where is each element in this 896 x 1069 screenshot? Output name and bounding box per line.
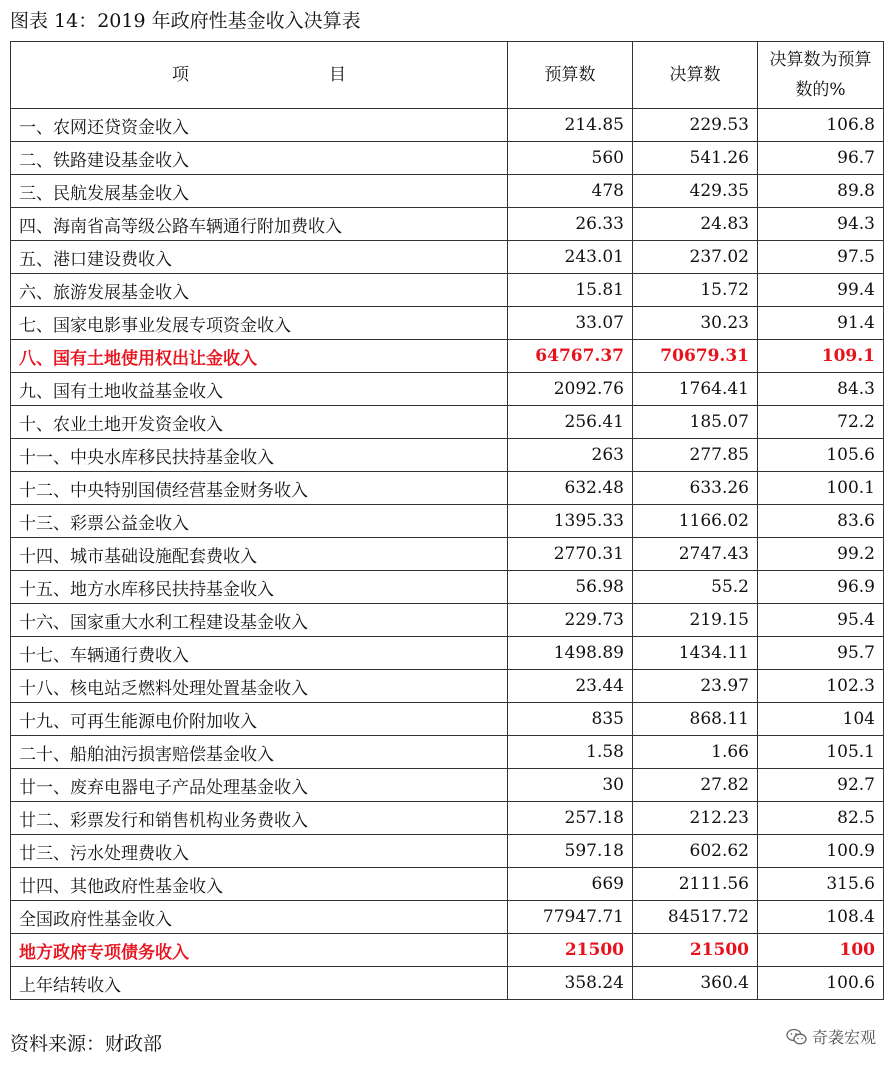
table-row (11, 637, 884, 670)
table-row (11, 901, 884, 934)
table-row (11, 571, 884, 604)
row-name: 四、海南省高等级公路车辆通行附加费收入 (11, 208, 508, 241)
row-name: 地方政府专项债务收入 (11, 934, 508, 967)
row-budget: 21500 (508, 934, 633, 967)
row-pct: 96.9 (758, 571, 884, 604)
row-pct: 84.3 (758, 373, 884, 406)
header-actual: 决算数 (633, 42, 758, 109)
table-row (11, 736, 884, 769)
row-name: 十三、彩票公益金收入 (11, 505, 508, 538)
row-budget: 835 (508, 703, 633, 736)
row-budget: 229.73 (508, 604, 633, 637)
table-row (11, 439, 884, 472)
row-actual: 2747.43 (633, 538, 758, 571)
row-pct: 82.5 (758, 802, 884, 835)
row-pct: 89.8 (758, 175, 884, 208)
row-name: 二、铁路建设基金收入 (11, 142, 508, 175)
row-name: 廿二、彩票发行和销售机构业务费收入 (11, 802, 508, 835)
row-pct: 99.4 (758, 274, 884, 307)
row-actual: 1434.11 (633, 637, 758, 670)
header-item (11, 42, 508, 109)
table-row (11, 835, 884, 868)
row-pct: 95.4 (758, 604, 884, 637)
row-actual: 360.4 (633, 967, 758, 1000)
table-title: 图表 14：2019 年政府性基金收入决算表 (10, 10, 361, 32)
table-row (11, 868, 884, 901)
row-actual: 219.15 (633, 604, 758, 637)
row-pct: 108.4 (758, 901, 884, 934)
row-budget: 64767.37 (508, 340, 633, 373)
header-budget: 预算数 (508, 42, 633, 109)
row-name: 十八、核电站乏燃料处理处置基金收入 (11, 670, 508, 703)
row-name: 十、农业土地开发资金收入 (11, 406, 508, 439)
row-budget: 257.18 (508, 802, 633, 835)
table-body (11, 109, 884, 1000)
row-actual: 27.82 (633, 769, 758, 802)
row-pct: 100.1 (758, 472, 884, 505)
row-name: 十二、中央特别国债经营基金财务收入 (11, 472, 508, 505)
row-budget: 2770.31 (508, 538, 633, 571)
table-row (11, 703, 884, 736)
wechat-icon (786, 1028, 808, 1046)
row-budget: 1.58 (508, 736, 633, 769)
row-budget: 77947.71 (508, 901, 633, 934)
table-row (11, 241, 884, 274)
watermark (786, 1025, 876, 1048)
row-name: 十四、城市基础设施配套费收入 (11, 538, 508, 571)
row-name: 十一、中央水库移民扶持基金收入 (11, 439, 508, 472)
table-row (11, 109, 884, 142)
row-name: 廿三、污水处理费收入 (11, 835, 508, 868)
row-pct: 91.4 (758, 307, 884, 340)
row-name: 二十、船舶油污损害赔偿基金收入 (11, 736, 508, 769)
row-pct: 83.6 (758, 505, 884, 538)
row-name: 十五、地方水库移民扶持基金收入 (11, 571, 508, 604)
row-name: 五、港口建设费收入 (11, 241, 508, 274)
header-item-right: 目 (329, 65, 346, 85)
row-actual: 541.26 (633, 142, 758, 175)
row-actual: 429.35 (633, 175, 758, 208)
row-actual: 70679.31 (633, 340, 758, 373)
table-row (11, 538, 884, 571)
row-pct: 99.2 (758, 538, 884, 571)
row-pct: 109.1 (758, 340, 884, 373)
row-pct: 106.8 (758, 109, 884, 142)
row-pct: 102.3 (758, 670, 884, 703)
row-budget: 23.44 (508, 670, 633, 703)
row-actual: 15.72 (633, 274, 758, 307)
row-actual: 602.62 (633, 835, 758, 868)
row-pct: 96.7 (758, 142, 884, 175)
row-actual: 212.23 (633, 802, 758, 835)
table-row (11, 208, 884, 241)
row-actual: 868.11 (633, 703, 758, 736)
row-name: 九、国有土地收益基金收入 (11, 373, 508, 406)
row-budget: 560 (508, 142, 633, 175)
row-name: 一、农网还贷资金收入 (11, 109, 508, 142)
row-pct: 315.6 (758, 868, 884, 901)
row-pct: 100.6 (758, 967, 884, 1000)
table-row (11, 604, 884, 637)
row-actual: 30.23 (633, 307, 758, 340)
watermark-text: 奇袭宏观 (811, 1028, 876, 1047)
table-row (11, 340, 884, 373)
row-actual: 1.66 (633, 736, 758, 769)
header-pct: 决算数为预算数的% (758, 42, 884, 109)
table-row (11, 274, 884, 307)
row-pct: 97.5 (758, 241, 884, 274)
row-name: 七、国家电影事业发展专项资金收入 (11, 307, 508, 340)
row-actual: 1166.02 (633, 505, 758, 538)
row-name: 十六、国家重大水利工程建设基金收入 (11, 604, 508, 637)
row-pct: 72.2 (758, 406, 884, 439)
row-budget: 214.85 (508, 109, 633, 142)
row-actual: 633.26 (633, 472, 758, 505)
row-actual: 237.02 (633, 241, 758, 274)
row-pct: 105.6 (758, 439, 884, 472)
row-budget: 15.81 (508, 274, 633, 307)
table-row (11, 670, 884, 703)
table-row (11, 934, 884, 967)
row-pct: 105.1 (758, 736, 884, 769)
row-budget: 478 (508, 175, 633, 208)
row-budget: 1498.89 (508, 637, 633, 670)
row-actual: 277.85 (633, 439, 758, 472)
row-name: 上年结转收入 (11, 967, 508, 1000)
row-name: 廿一、废弃电器电子产品处理基金收入 (11, 769, 508, 802)
table-row (11, 802, 884, 835)
row-actual: 24.83 (633, 208, 758, 241)
table-row (11, 373, 884, 406)
row-name: 十九、可再生能源电价附加收入 (11, 703, 508, 736)
table-row (11, 505, 884, 538)
row-pct: 100.9 (758, 835, 884, 868)
row-actual: 55.2 (633, 571, 758, 604)
row-actual: 1764.41 (633, 373, 758, 406)
row-budget: 2092.76 (508, 373, 633, 406)
row-budget: 669 (508, 868, 633, 901)
table-row (11, 307, 884, 340)
header-row (11, 42, 884, 109)
row-budget: 597.18 (508, 835, 633, 868)
table-row (11, 142, 884, 175)
row-pct: 100 (758, 934, 884, 967)
row-actual: 21500 (633, 934, 758, 967)
row-name: 六、旅游发展基金收入 (11, 274, 508, 307)
row-budget: 1395.33 (508, 505, 633, 538)
fund-revenue-table (10, 41, 884, 1000)
row-name: 三、民航发展基金收入 (11, 175, 508, 208)
row-budget: 358.24 (508, 967, 633, 1000)
row-pct: 92.7 (758, 769, 884, 802)
row-pct: 104 (758, 703, 884, 736)
row-name: 八、国有土地使用权出让金收入 (11, 340, 508, 373)
row-actual: 84517.72 (633, 901, 758, 934)
row-budget: 30 (508, 769, 633, 802)
row-actual: 2111.56 (633, 868, 758, 901)
row-name: 十七、车辆通行费收入 (11, 637, 508, 670)
table-row (11, 967, 884, 1000)
table-row (11, 769, 884, 802)
row-name: 廿四、其他政府性基金收入 (11, 868, 508, 901)
row-pct: 94.3 (758, 208, 884, 241)
row-actual: 229.53 (633, 109, 758, 142)
row-actual: 23.97 (633, 670, 758, 703)
row-budget: 256.41 (508, 406, 633, 439)
row-name: 全国政府性基金收入 (11, 901, 508, 934)
source-note: 资料来源：财政部 (10, 1033, 163, 1055)
row-budget: 263 (508, 439, 633, 472)
row-pct: 95.7 (758, 637, 884, 670)
row-budget: 33.07 (508, 307, 633, 340)
row-budget: 26.33 (508, 208, 633, 241)
row-budget: 632.48 (508, 472, 633, 505)
row-budget: 243.01 (508, 241, 633, 274)
row-actual: 185.07 (633, 406, 758, 439)
table-row (11, 175, 884, 208)
header-item-left: 项 (172, 65, 189, 85)
table-row (11, 472, 884, 505)
table-row (11, 406, 884, 439)
row-budget: 56.98 (508, 571, 633, 604)
